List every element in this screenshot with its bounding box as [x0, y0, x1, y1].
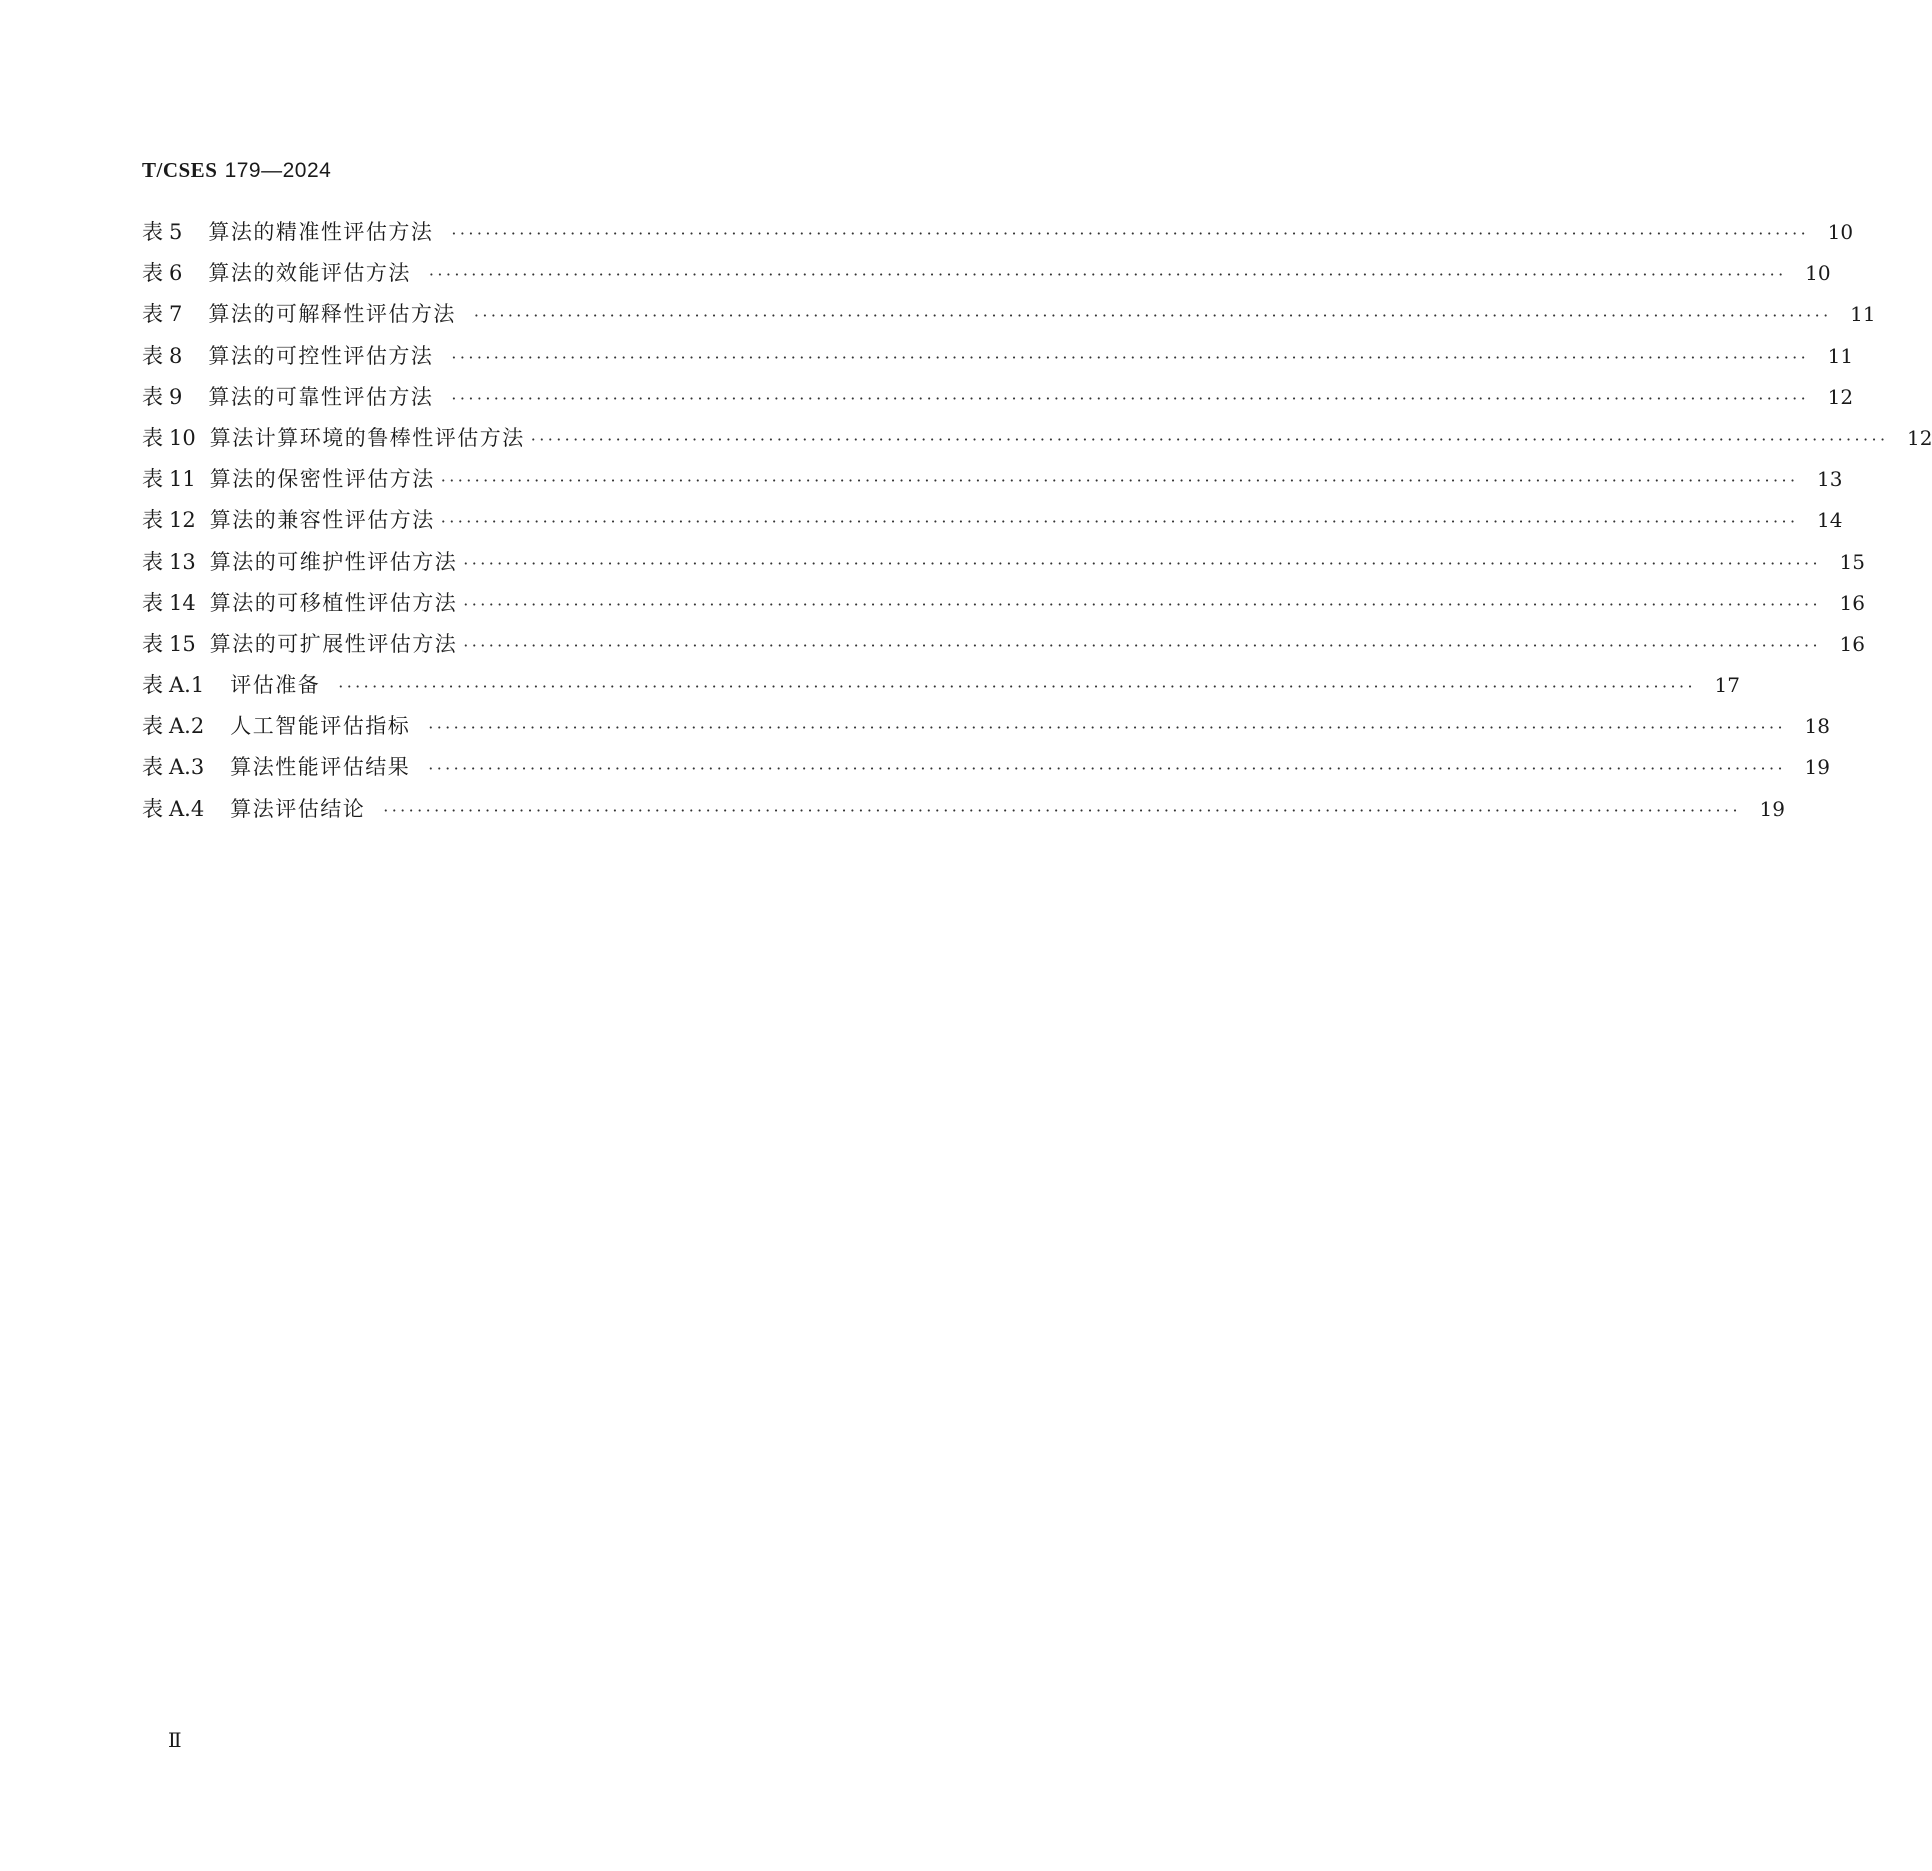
toc-dot-leader: ································································································································································: [451, 224, 1810, 243]
toc-entry[interactable]: [142, 710, 1830, 751]
toc-entry-page: 10: [1827, 220, 1854, 244]
toc-entry-page: 19: [1804, 755, 1830, 780]
toc-entry-number: A.1: [169, 673, 205, 698]
toc-dot-leader: ································································································································································: [440, 512, 1799, 532]
toc-entry-number: A.3: [169, 755, 205, 780]
table-of-contents: [142, 216, 1932, 834]
toc-entry-prefix: 表: [142, 673, 163, 698]
toc-entry-label: [142, 381, 208, 411]
toc-entry-number: 15: [169, 631, 196, 656]
toc-entry-number: A.2: [169, 714, 205, 739]
toc-entry-prefix: 表: [142, 302, 163, 327]
toc-entry-prefix: 表: [142, 755, 163, 780]
toc-entry-prefix: 表: [142, 425, 163, 450]
toc-entry-label: [142, 340, 208, 370]
toc-entry[interactable]: [142, 381, 1854, 422]
toc-dot-leader: ································································································································································: [428, 265, 1787, 285]
document-header: [142, 158, 331, 183]
toc-entry[interactable]: [142, 340, 1854, 381]
toc-entry-label: [142, 216, 208, 246]
toc-entry-page: 11: [1827, 343, 1854, 368]
toc-dot-leader: ································································································································································: [473, 306, 1832, 326]
toc-entry-prefix: 表: [142, 549, 163, 574]
toc-entry[interactable]: [142, 669, 1740, 710]
toc-entry-prefix: 表: [142, 220, 163, 244]
toc-entry-page: 13: [1817, 467, 1843, 492]
toc-entry-label: [142, 463, 210, 493]
toc-entry-title: 算法的可解释性评估方法: [208, 302, 456, 327]
toc-entry-number: A.4: [169, 796, 205, 821]
toc-entry-label: [142, 257, 208, 287]
toc-entry-title: 人工智能评估指标: [230, 714, 411, 739]
toc-entry-number: 10: [169, 425, 196, 450]
toc-entry-label: [142, 298, 208, 328]
toc-dot-leader: ································································································································································: [451, 388, 1810, 408]
toc-entry-prefix: 表: [142, 467, 163, 492]
toc-entry-page: 16: [1839, 631, 1865, 656]
toc-dot-leader: ································································································································································: [463, 553, 1821, 573]
toc-entry-title: 算法的精准性评估方法: [208, 220, 434, 244]
page-number: Ⅱ: [168, 1728, 182, 1752]
toc-entry-prefix: 表: [142, 261, 163, 286]
toc-entry-page: 16: [1839, 590, 1865, 615]
toc-entry[interactable]: [142, 587, 1865, 628]
toc-entry-title: 算法的可移植性评估方法: [209, 590, 458, 615]
toc-entry-page: 14: [1817, 508, 1843, 533]
toc-entry-label: [142, 422, 210, 452]
toc-entry-number: 9: [169, 384, 183, 409]
toc-entry-page: 19: [1759, 796, 1785, 821]
toc-entry-prefix: 表: [142, 384, 163, 409]
toc-entry-number: 14: [169, 590, 196, 615]
toc-entry-prefix: 表: [142, 631, 163, 656]
toc-entry[interactable]: [142, 751, 1830, 792]
toc-dot-leader: ································································································································································: [440, 471, 1799, 491]
toc-entry-title: 算法的可扩展性评估方法: [209, 631, 458, 656]
toc-entry-prefix: 表: [142, 796, 163, 821]
toc-entry-title: 算法的效能评估方法: [208, 261, 411, 286]
toc-dot-leader: ································································································································································: [428, 718, 1786, 738]
toc-entry-prefix: 表: [142, 590, 163, 615]
toc-entry[interactable]: [142, 298, 1876, 339]
toc-dot-leader: ································································································································································: [383, 800, 1741, 820]
toc-entry-title: 算法的保密性评估方法: [209, 467, 435, 492]
toc-entry-page: 15: [1839, 549, 1865, 574]
toc-entry-page: 17: [1714, 673, 1740, 698]
toc-entry-label: [142, 546, 210, 576]
toc-entry-number: 11: [169, 467, 196, 492]
toc-entry-number: 5: [169, 220, 183, 244]
toc-dot-leader: ································································································································································: [451, 347, 1810, 367]
toc-entry-prefix: 表: [142, 714, 163, 739]
toc-entry[interactable]: [142, 546, 1865, 587]
toc-entry-label: [142, 669, 230, 699]
toc-entry-number: 6: [169, 261, 183, 286]
toc-entry-label: [142, 751, 230, 781]
toc-dot-leader: ································································································································································: [463, 635, 1821, 655]
standard-number: 179—2024: [224, 159, 332, 182]
toc-entry-title: 评估准备: [230, 673, 321, 698]
toc-entry-number: 8: [169, 343, 183, 368]
toc-dot-leader: ································································································································································: [530, 429, 1889, 449]
toc-entry-title: 算法的兼容性评估方法: [209, 508, 435, 533]
toc-entry[interactable]: [142, 463, 1843, 504]
toc-entry-page: 12: [1827, 384, 1854, 409]
toc-entry[interactable]: [142, 257, 1831, 298]
toc-entry-title: 算法的可维护性评估方法: [209, 549, 458, 574]
toc-entry-number: 13: [169, 549, 196, 574]
toc-entry-page: 10: [1805, 261, 1831, 286]
toc-dot-leader: ································································································································································: [463, 594, 1821, 614]
toc-entry-title: 算法的可控性评估方法: [208, 343, 434, 368]
toc-entry[interactable]: [142, 216, 1854, 257]
toc-entry-label: [142, 504, 210, 534]
toc-entry-prefix: 表: [142, 508, 163, 533]
toc-entry-label: [142, 793, 230, 823]
toc-entry[interactable]: [142, 628, 1865, 669]
toc-entry[interactable]: [142, 422, 1932, 463]
toc-entry[interactable]: [142, 504, 1843, 545]
toc-entry-page: 18: [1804, 714, 1830, 739]
toc-entry-title: 算法的可靠性评估方法: [208, 384, 434, 409]
standard-organization: T/CSES: [142, 158, 218, 182]
toc-entry-title: 算法评估结论: [230, 796, 366, 821]
toc-dot-leader: ································································································································································: [338, 677, 1696, 697]
toc-entry-label: [142, 628, 210, 658]
toc-entry-label: [142, 710, 230, 740]
toc-entry[interactable]: [142, 793, 1785, 834]
toc-entry-title: 算法计算环境的鲁棒性评估方法: [209, 425, 525, 450]
toc-dot-leader: ································································································································································: [428, 759, 1786, 779]
toc-entry-page: 11: [1850, 302, 1876, 327]
toc-entry-prefix: 表: [142, 343, 163, 368]
toc-entry-title: 算法性能评估结果: [230, 755, 411, 780]
toc-entry-page: 12: [1907, 425, 1932, 450]
toc-entry-number: 7: [169, 302, 183, 327]
toc-entry-number: 12: [169, 508, 196, 533]
toc-entry-label: [142, 587, 210, 617]
